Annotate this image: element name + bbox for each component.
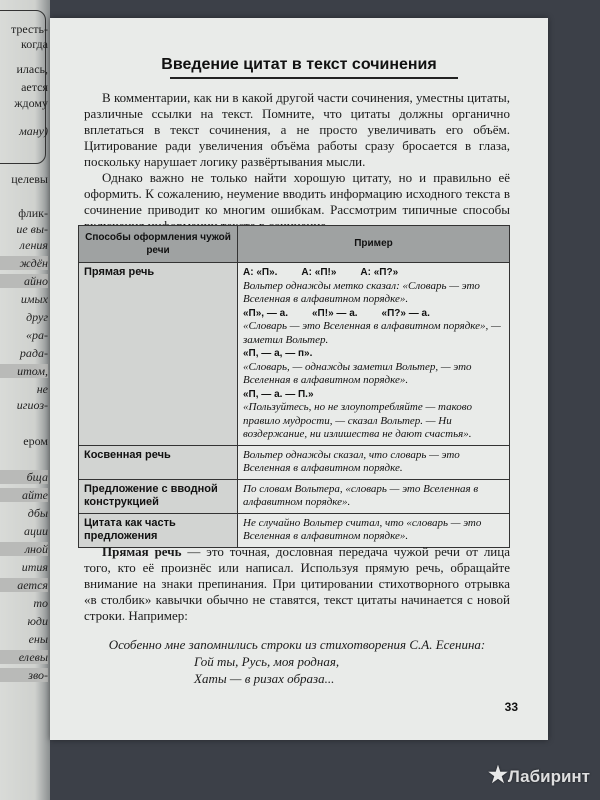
- facing-page-fragment: друг: [26, 310, 48, 324]
- punctuation-scheme: [243, 266, 504, 280]
- facing-page-fragment: рада-: [19, 346, 48, 360]
- method-name: Предложение с вводной конструкцией: [79, 479, 238, 513]
- direct-speech-text: [84, 544, 510, 624]
- facing-page-fragment: итом,: [0, 364, 48, 378]
- example-sentence: «Пользуйтесь, но не злоупотребляйте — таково правило мудрости, — сказал Вольтер. — Ни воздержание, ни излишества не дают счастья».: [243, 401, 472, 440]
- example-cell: [238, 513, 510, 547]
- facing-page-fragment: не: [36, 382, 48, 396]
- intro-text: [84, 90, 510, 234]
- column-header-method: Способы оформления чужой речи: [79, 226, 238, 263]
- facing-page-fragment: ером: [23, 434, 48, 448]
- method-name: Цитата как часть предложения: [79, 513, 238, 547]
- facing-page-fragment: ждён: [0, 256, 48, 270]
- example-sentence: «Словарь, — однажды заметил Вольтер, — это Вселенная в алфавитном порядке».: [243, 360, 472, 386]
- facing-page-fragment: илась,: [16, 62, 48, 76]
- scheme-item: А: «П!»: [301, 267, 337, 278]
- facing-page-fragment: флик-: [18, 206, 48, 220]
- facing-page-fragment: «ра-: [26, 328, 48, 342]
- example-cell: [238, 445, 510, 479]
- scheme-item: «П!» — а.: [312, 307, 358, 319]
- punctuation-scheme: [243, 388, 504, 402]
- example-cell: [238, 479, 510, 513]
- facing-page-fragment: лной: [0, 542, 48, 556]
- facing-page-fragment: ается: [21, 80, 48, 94]
- facing-page-fragment: ления: [19, 238, 48, 252]
- poem-quote: [84, 636, 510, 687]
- poem-line-2: Хаты — в ризах образа...: [194, 671, 335, 686]
- facing-page-fragment: зво-: [0, 668, 48, 682]
- title-underline: [170, 77, 458, 79]
- facing-page-fragment: айно: [0, 274, 48, 288]
- labirint-watermark: [488, 762, 590, 788]
- facing-page-fragment: когда: [21, 37, 48, 51]
- facing-page-fragment: юди: [27, 614, 48, 628]
- facing-page-fragment: елевы: [0, 650, 48, 664]
- facing-page-fragment: ждому: [14, 96, 48, 110]
- facing-page-fragment: бща: [0, 470, 48, 484]
- facing-page-fragment: тресть-: [10, 22, 48, 36]
- example-cell: [238, 263, 510, 446]
- watermark-text: Лабиринт: [507, 767, 590, 786]
- example-sentence: Вольтер однажды метко сказал: «Словарь — это Вселенная в алфавитном порядке».: [243, 279, 480, 305]
- table-row: [79, 263, 510, 446]
- facing-page-fragment: дбы: [27, 506, 48, 520]
- quote-intro: Особенно мне запомнились строки из стихотворения С.А. Есенина:: [108, 637, 486, 652]
- intro-paragraph-1: В комментарии, как ни в какой другой части сочинения, уместны цитаты, различные ссылки на текст. Помните, что цитаты должны органично вплетаться в текст сочинения, а не просто увеличивать его объём. Цитирование ради увеличения объёма работы сразу бросается в глаза, поскольку нарушает логику развёртывания мысли.: [84, 90, 510, 169]
- intro-paragraph-2: Однако важно не только найти хорошую цитату, но и правильно её оформить. К сожалению, неумение вводить информацию исходного текста в сочинение приводит ко многим ошибкам. Рассмотрим типичные способы: [84, 170, 510, 217]
- facing-page-fragment: ману): [19, 124, 48, 138]
- example-sentence: Вольтер однажды сказал, что словарь — это Вселенная в алфавитном порядке.: [243, 448, 460, 474]
- scheme-item: А: «П?»: [360, 267, 399, 278]
- scheme-item: «П, — а. — П.»: [243, 388, 314, 400]
- scheme-item: «П, — а, — п».: [243, 348, 313, 359]
- citation-methods-table: [78, 225, 510, 548]
- table-header-row: [79, 226, 510, 263]
- facing-page-fragment: ации: [24, 524, 48, 538]
- direct-speech-term: Прямая речь: [102, 544, 182, 559]
- facing-page-fragment: ается: [0, 578, 48, 592]
- method-name: Прямая речь: [79, 263, 238, 446]
- facing-page-fragment: имых: [20, 292, 48, 306]
- facing-page-fragment: ития: [21, 560, 48, 574]
- table-row: [79, 513, 510, 547]
- example-sentence: Не случайно Вольтер считал, что «словарь — это Вселенная в алфавитном порядке».: [243, 516, 482, 542]
- example-sentence: По словам Вольтера, «словарь — это Вселенная в алфавитном порядке».: [243, 482, 479, 508]
- scheme-item: «П», — а.: [243, 307, 288, 319]
- column-header-example: Пример: [238, 226, 510, 263]
- page-title: Введение цитат в текст сочинения: [161, 56, 437, 73]
- facing-page-fragment: то: [33, 596, 48, 610]
- table-row: [79, 479, 510, 513]
- punctuation-scheme: [243, 307, 504, 321]
- page-number: 33: [504, 700, 518, 714]
- book-page: [50, 18, 548, 740]
- facing-page-fragment: ие вы-: [16, 222, 48, 236]
- example-sentence: «Словарь — это Вселенная в алфавитном порядке», — заметил Вольтер.: [243, 320, 501, 346]
- direct-speech-definition: — это точная, дословная передача чужой речи от лица того, кто её произнёс или написал. Используя прямую речь, обращайте внимание на знаки препинания. При цитировании стихотворного отрывка «в столбик» кавычки обычно не ставятся, текст цитаты начинается с новой строки. Например:: [84, 544, 510, 623]
- facing-page-fragment: ены: [28, 632, 48, 646]
- facing-page-fragment: целевы: [11, 172, 48, 186]
- facing-page-fragment: игиоз-: [16, 398, 48, 412]
- table-row: [79, 445, 510, 479]
- labirint-logo-icon: ★: [488, 762, 508, 787]
- scheme-item: «П?» — а.: [381, 307, 430, 319]
- poem-line-1: Гой ты, Русь, моя родная,: [194, 654, 340, 669]
- scheme-item: А: «П».: [243, 267, 278, 278]
- facing-page-fragment: айте: [0, 488, 48, 502]
- method-name: Косвенная речь: [79, 445, 238, 479]
- punctuation-scheme: [243, 347, 504, 361]
- facing-page: [0, 0, 50, 800]
